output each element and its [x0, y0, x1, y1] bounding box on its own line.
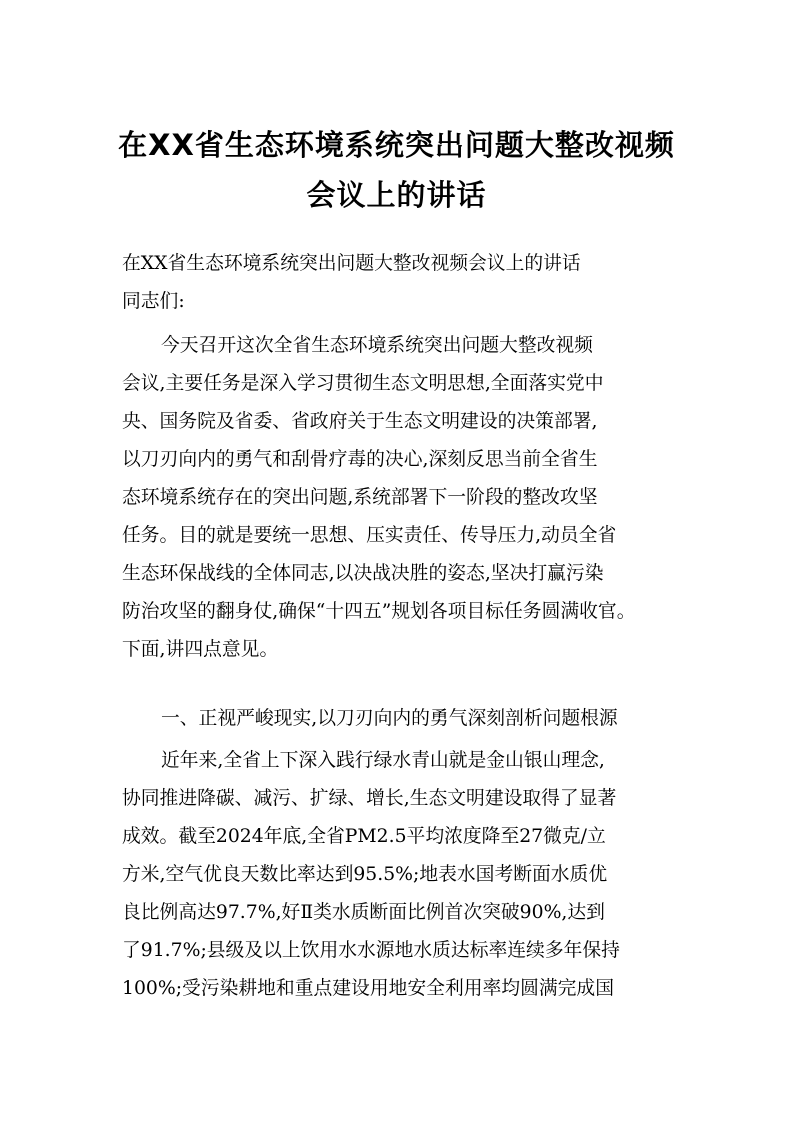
section-heading-1: 一、正视严峻现实,以刀刃向内的勇气深刻剖析问题根源: [161, 708, 618, 729]
body-line: 了91.7%;县级及以上饮用水水源地水质达标率连续多年保持: [122, 940, 620, 961]
body-line-heading: 在XX省生态环境系统突出问题大整改视频会议上的讲话: [122, 253, 581, 274]
body-line: 近年来,全省上下深入践行绿水青山就是金山银山理念,: [161, 750, 605, 771]
body-line: 任务。目的就是要统一思想、压实责任、传导压力,动员全省: [122, 525, 617, 546]
document-title-line-2: 会议上的讲话: [306, 178, 487, 212]
body-line: 方米,空气优良天数比率达到95.5%;地表水国考断面水质优: [122, 864, 608, 885]
body-line: 以刀刃向内的勇气和刮骨疗毒的决心,深刻反思当前全省生: [122, 449, 598, 470]
body-line: 生态环保战线的全体同志,以决战决胜的姿态,坚决打赢污染: [122, 563, 604, 584]
body-line: 会议,主要任务是深入学习贯彻生态文明思想,全面落实党中: [122, 373, 604, 394]
body-line: 下面,讲四点意见。: [122, 639, 279, 660]
document-body: [122, 245, 682, 321]
body-line-salutation: 同志们:: [122, 291, 185, 312]
document-title-line-1: 在XX省生态环境系统突出问题大整改视频: [118, 128, 675, 162]
body-line: 态环境系统存在的突出问题,系统部署下一阶段的整改攻坚: [122, 487, 598, 508]
body-line: 协同推进降碳、减污、扩绿、增长,生态文明建设取得了显著: [122, 788, 617, 809]
paragraph-section-1: [122, 742, 682, 1008]
body-line: 100%;受污染耕地和重点建设用地安全利用率均圆满完成国: [122, 978, 614, 999]
body-line: 央、国务院及省委、省政府关于生态文明建设的决策部署,: [122, 411, 598, 432]
body-line: 良比例高达97.7%,好Ⅱ类水质断面比例首次突破90%,达到: [122, 902, 605, 923]
section-heading: [122, 700, 682, 738]
body-line: 今天召开这次全省生态环境系统突出问题大整改视频: [161, 335, 593, 356]
body-line: 防治攻坚的翻身仗,确保“十四五”规划各项目标任务圆满收官。: [122, 601, 636, 622]
body-line: 成效。截至2024年底,全省PM2.5平均浓度降至27微克/立: [122, 826, 606, 847]
paragraph-intro: [122, 327, 682, 669]
